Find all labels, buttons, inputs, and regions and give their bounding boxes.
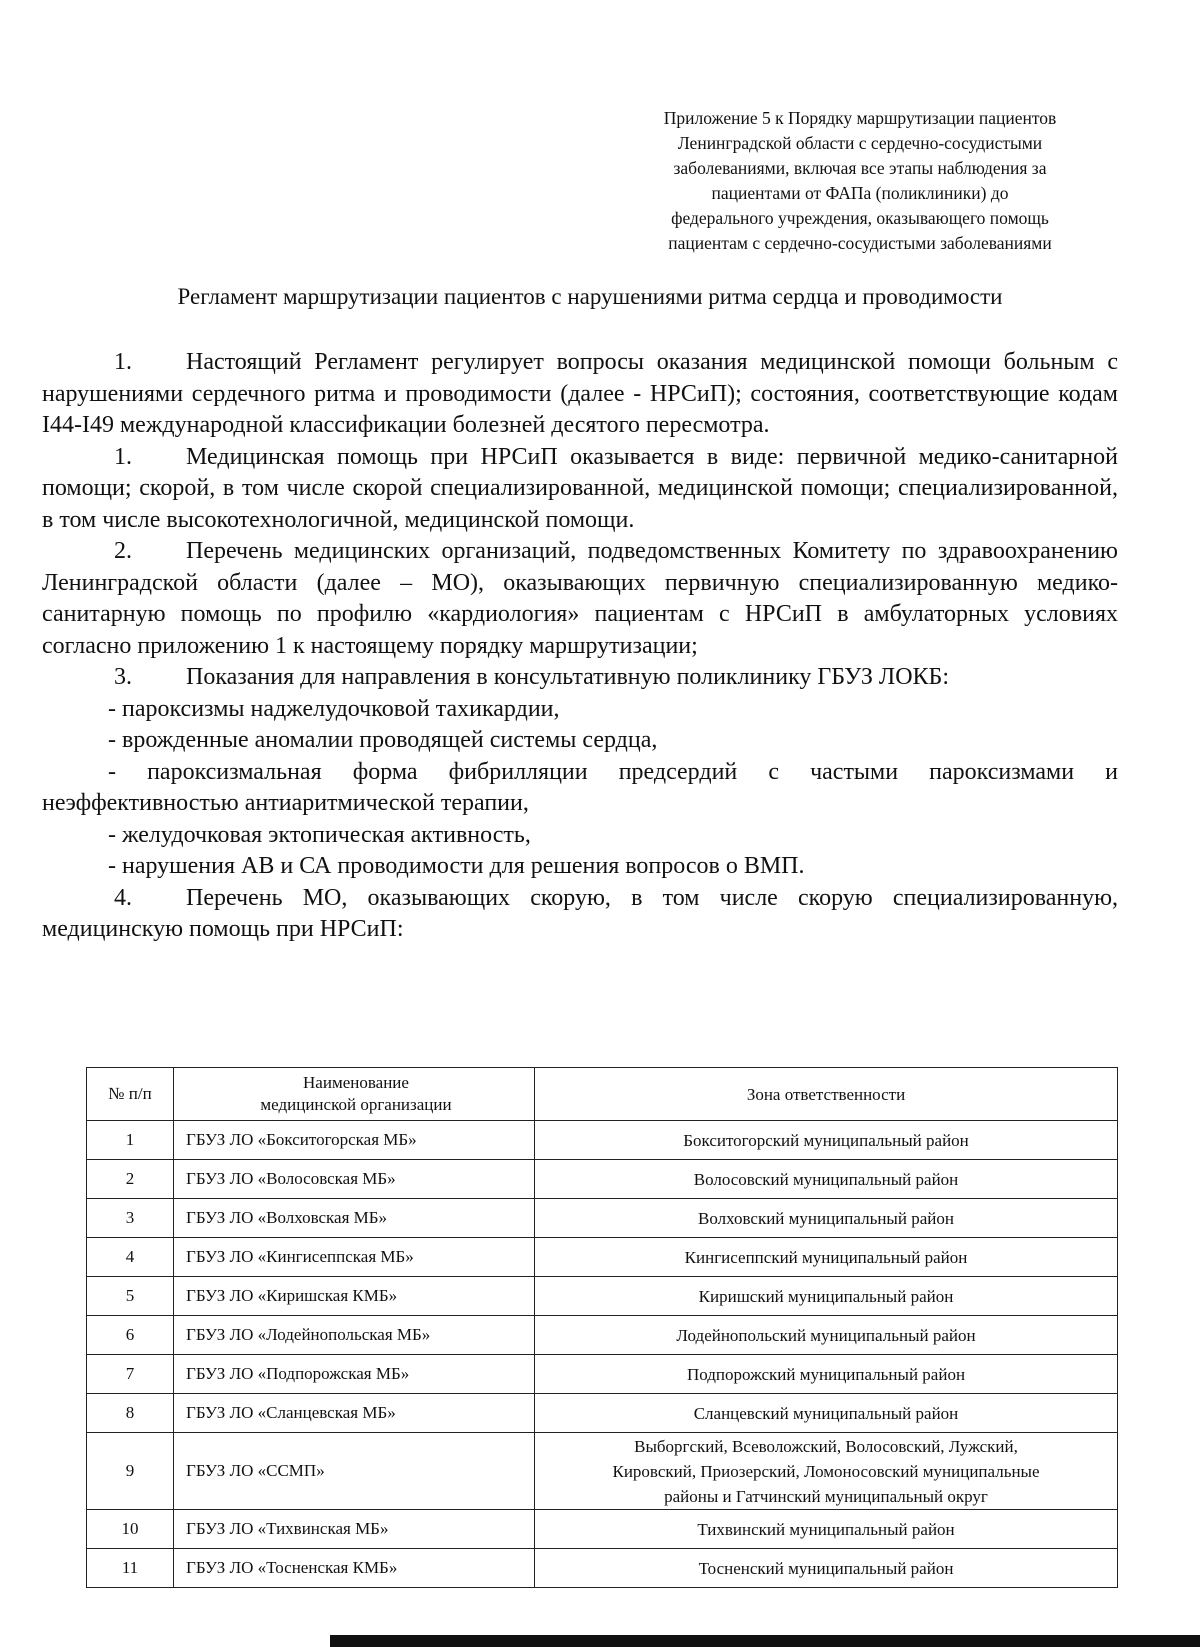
table-header-row bbox=[87, 1068, 1118, 1121]
table-row bbox=[87, 1394, 1118, 1433]
row-num: 6 bbox=[87, 1316, 174, 1355]
row-num: 11 bbox=[87, 1549, 174, 1588]
table-row bbox=[87, 1433, 1118, 1510]
header-zone: Зона ответственности bbox=[535, 1068, 1118, 1121]
indication-item: - пароксизмальная форма фибрилляции предсердий с частыми пароксизмами и неэффективностью антиаритмической терапии, bbox=[42, 758, 1118, 816]
table-row bbox=[87, 1510, 1118, 1549]
document-body bbox=[42, 347, 1118, 946]
table-row bbox=[87, 1316, 1118, 1355]
row-zone-line: Кировский, Приозерский, Ломоносовский муниципальные bbox=[612, 1461, 1040, 1481]
organizations-table bbox=[86, 1067, 1118, 1588]
row-zone: Подпорожский муниципальный район bbox=[535, 1355, 1118, 1394]
row-zone: Сланцевский муниципальный район bbox=[535, 1394, 1118, 1433]
row-num: 2 bbox=[87, 1160, 174, 1199]
appendix-line: федерального учреждения, оказывающего помощь bbox=[671, 208, 1049, 228]
row-zone: Киришский муниципальный район bbox=[535, 1277, 1118, 1316]
appendix-line: пациентами от ФАПа (поликлиники) до bbox=[711, 183, 1009, 203]
paragraph-number: 4. bbox=[114, 884, 132, 911]
row-org: ГБУЗ ЛО «Подпорожская МБ» bbox=[174, 1355, 535, 1394]
document-title: Регламент маршрутизации пациентов с нарушениями ритма сердца и проводимости bbox=[177, 284, 1003, 309]
row-zone: Волосовский муниципальный район bbox=[535, 1160, 1118, 1199]
paragraph-text: Перечень медицинских организаций, подведомственных Комитету по здравоохранению Ленинградской области (далее – МО), оказывающих первичную специализированную медико-санитарную помощь по профилю «кардиология» пациентам с НРСиП в амбулаторных условиях согласно приложению 1 к настоящему порядку маршрутизации; bbox=[42, 538, 1118, 659]
paragraph-text: Настоящий Регламент регулирует вопросы оказания медицинской помощи больным с нарушениями сердечного ритма и проводимости (далее - НРСиП); состояния, соответствующие кодам I44-I49 международной классификации болезней десятого пересмотра. bbox=[42, 349, 1118, 438]
row-zone: Бокситогорский муниципальный район bbox=[535, 1121, 1118, 1160]
row-org: ГБУЗ ЛО «Волховская МБ» bbox=[174, 1199, 535, 1238]
row-num: 8 bbox=[87, 1394, 174, 1433]
row-zone: Лодейнопольский муниципальный район bbox=[535, 1316, 1118, 1355]
row-num: 5 bbox=[87, 1277, 174, 1316]
indication-item: - врожденные аномалии проводящей системы сердца, bbox=[108, 727, 658, 753]
row-org: ГБУЗ ЛО «Волосовская МБ» bbox=[174, 1160, 535, 1199]
row-zone bbox=[535, 1433, 1118, 1510]
paragraph-number: 1. bbox=[114, 349, 132, 375]
appendix-line: Приложение 5 к Порядку маршрутизации пациентов bbox=[663, 108, 1057, 128]
row-org: ГБУЗ ЛО «Киришская КМБ» bbox=[174, 1277, 535, 1316]
row-org: ГБУЗ ЛО «Бокситогорская МБ» bbox=[174, 1121, 535, 1160]
paragraph bbox=[42, 662, 1118, 694]
table-row bbox=[87, 1238, 1118, 1277]
row-org: ГБУЗ ЛО «Сланцевская МБ» bbox=[174, 1394, 535, 1433]
row-num: 10 bbox=[87, 1510, 174, 1549]
paragraph-number: 1. bbox=[114, 443, 132, 470]
row-org: ГБУЗ ЛО «Тосненская КМБ» bbox=[174, 1549, 535, 1588]
paragraph-number: 2. bbox=[114, 538, 132, 564]
row-zone: Тихвинский муниципальный район bbox=[535, 1510, 1118, 1549]
row-zone-line: районы и Гатчинский муниципальный округ bbox=[664, 1486, 988, 1506]
paragraph-text: Показания для направления в консультативную поликлинику ГБУЗ ЛОКБ: bbox=[186, 664, 949, 690]
row-zone: Кингисеппский муниципальный район bbox=[535, 1238, 1118, 1277]
paragraph bbox=[42, 442, 1118, 537]
row-org: ГБУЗ ЛО «ССМП» bbox=[174, 1433, 535, 1510]
appendix-line: заболеваниями, включая все этапы наблюдения за bbox=[673, 158, 1047, 178]
paragraph bbox=[42, 883, 1118, 946]
table-row bbox=[87, 1277, 1118, 1316]
row-zone-line: Выборгский, Всеволожский, Волосовский, Лужский, bbox=[634, 1436, 1018, 1456]
table-row bbox=[87, 1121, 1118, 1160]
indication-item: - желудочковая эктопическая активность, bbox=[108, 821, 531, 848]
row-org: ГБУЗ ЛО «Кингисеппская МБ» bbox=[174, 1238, 535, 1277]
appendix-note bbox=[590, 106, 1130, 256]
paragraph-text: Медицинская помощь при НРСиП оказывается в виде: первичной медико-санитарной помощи; скорой, в том числе скорой специализированной, медицинской помощи; специализированной, в том числе высокотехнологичной, медицинской помощи. bbox=[42, 443, 1118, 533]
row-zone: Волховский муниципальный район bbox=[535, 1199, 1118, 1238]
appendix-line: пациентам с сердечно-сосудистыми заболеваниями bbox=[668, 233, 1052, 253]
row-num: 4 bbox=[87, 1238, 174, 1277]
header-name-line: Наименование bbox=[303, 1073, 409, 1092]
row-zone: Тосненский муниципальный район bbox=[535, 1549, 1118, 1588]
row-org: ГБУЗ ЛО «Тихвинская МБ» bbox=[174, 1510, 535, 1549]
row-org: ГБУЗ ЛО «Лодейнопольская МБ» bbox=[174, 1316, 535, 1355]
paragraph bbox=[42, 347, 1118, 442]
scan-edge-line bbox=[330, 1635, 1200, 1647]
row-num: 1 bbox=[87, 1121, 174, 1160]
row-num: 9 bbox=[87, 1433, 174, 1510]
table-row bbox=[87, 1160, 1118, 1199]
row-num: 7 bbox=[87, 1355, 174, 1394]
indication-item: - нарушения АВ и СА проводимости для решения вопросов о ВМП. bbox=[108, 853, 805, 879]
paragraph bbox=[42, 536, 1118, 662]
paragraph-number: 3. bbox=[114, 664, 132, 690]
table-row bbox=[87, 1355, 1118, 1394]
table-row bbox=[87, 1549, 1118, 1588]
header-name-line: медицинской организации bbox=[260, 1095, 452, 1114]
header-num: № п/п bbox=[87, 1068, 174, 1121]
appendix-line: Ленинградской области с сердечно-сосудистыми bbox=[677, 133, 1043, 153]
table-row bbox=[87, 1199, 1118, 1238]
paragraph-text: Перечень МО, оказывающих скорую, в том числе скорую специализированную, медицинскую помощь при НРСиП: bbox=[42, 884, 1118, 942]
header-name bbox=[174, 1068, 535, 1121]
indication-item: - пароксизмы наджелудочковой тахикардии, bbox=[108, 695, 560, 722]
row-num: 3 bbox=[87, 1199, 174, 1238]
